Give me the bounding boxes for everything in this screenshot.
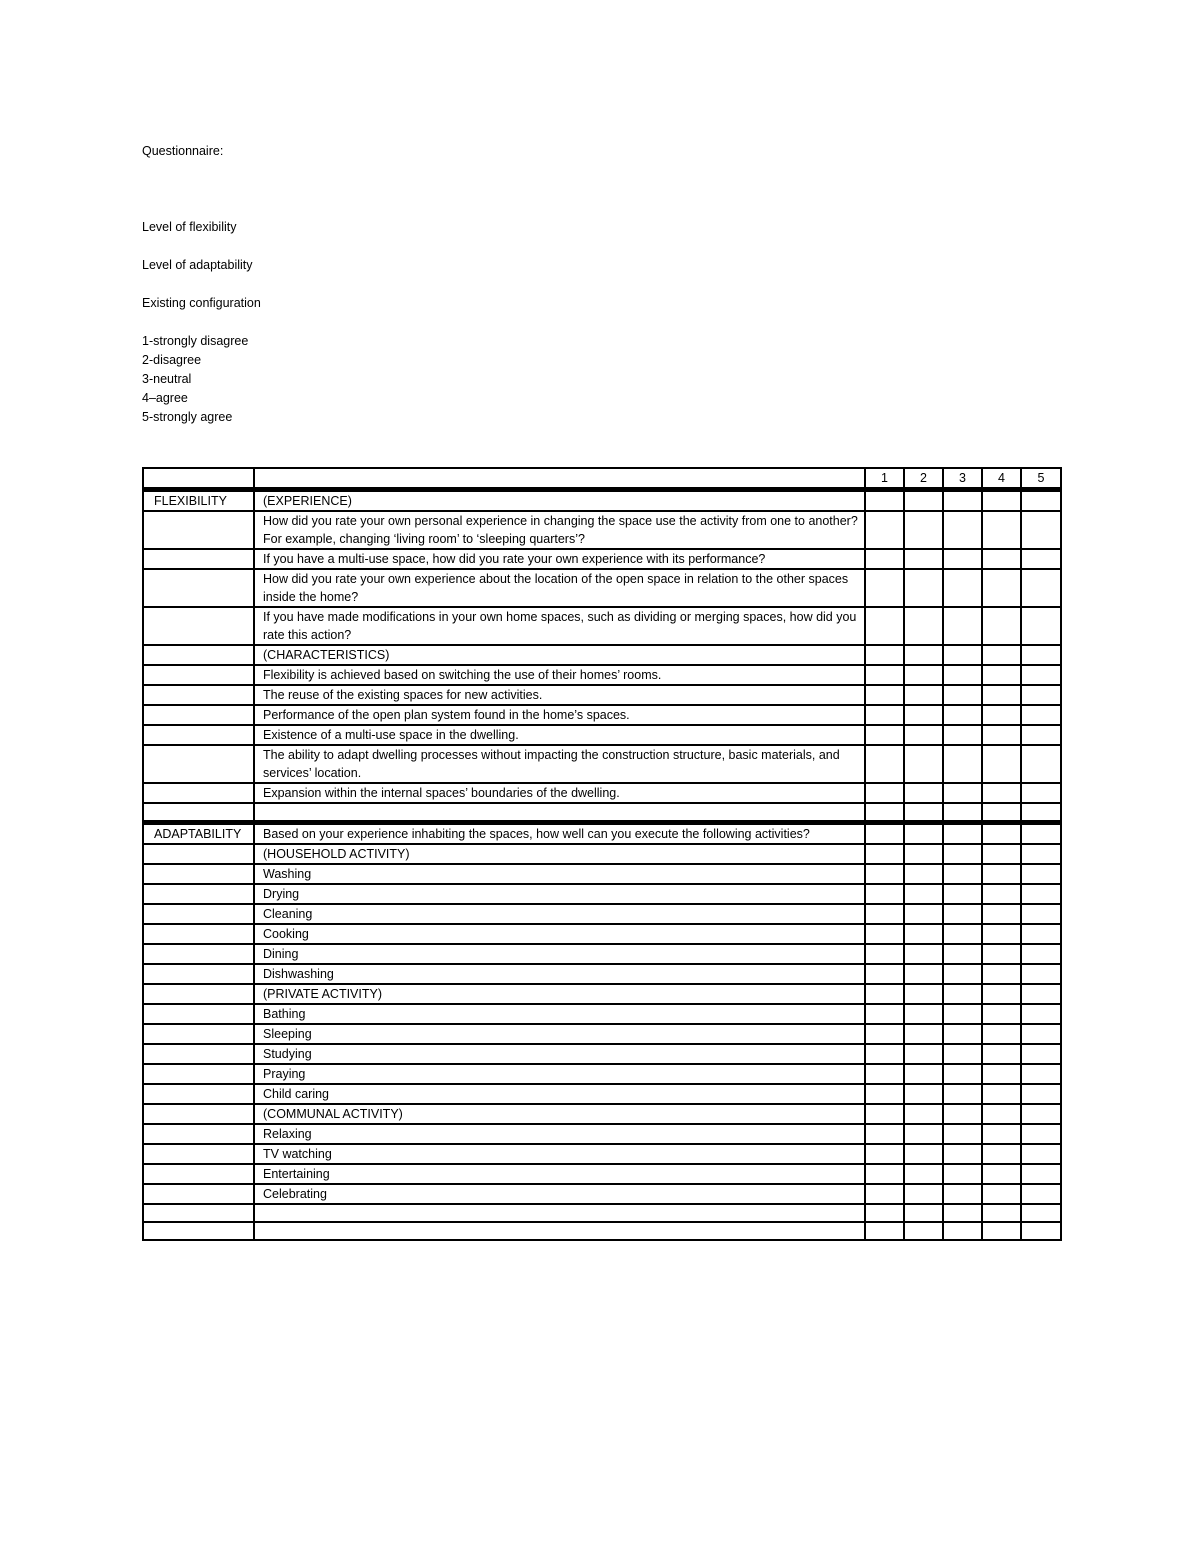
rating-cell-1[interactable] [865, 944, 904, 964]
rating-cell-2[interactable] [904, 904, 943, 924]
rating-cell-5[interactable] [1021, 924, 1061, 944]
rating-cell-4[interactable] [982, 944, 1021, 964]
section-empty-cell [143, 944, 254, 964]
rating-cell-1[interactable] [865, 549, 904, 569]
rating-cell-1[interactable] [865, 1064, 904, 1084]
rating-cell-3[interactable] [943, 1084, 982, 1104]
rating-cell-5[interactable] [1021, 884, 1061, 904]
rating-cell-5[interactable] [1021, 1044, 1061, 1064]
question-text: Dining [254, 944, 865, 964]
flexibility-question-row [143, 725, 1061, 745]
rating-cell-1[interactable] [865, 1124, 904, 1144]
adaptability-question-row [143, 884, 1061, 904]
rating-cell-4[interactable] [982, 1084, 1021, 1104]
flexibility-question-row [143, 685, 1061, 705]
rating-cell-3[interactable] [943, 1184, 982, 1204]
adaptability-question-row [143, 1104, 1061, 1124]
section-empty-cell [143, 864, 254, 884]
rating-cell-4[interactable] [982, 844, 1021, 864]
question-text: How did you rate your own personal experience in changing the space use the activity from one to another? For example, changing ‘living room’ to ‘sleeping quarters’? [254, 511, 865, 549]
rating-cell-4[interactable] [982, 1024, 1021, 1044]
flexibility-question-row [143, 783, 1061, 803]
adaptability-question-row [143, 1084, 1061, 1104]
rating-cell-3[interactable] [943, 1004, 982, 1024]
scale-header-4: 4 [982, 468, 1021, 490]
rating-cell-1[interactable] [865, 607, 904, 645]
rating-cell-5[interactable] [1021, 1064, 1061, 1084]
question-text: Washing [254, 864, 865, 884]
rating-cell-4[interactable] [982, 685, 1021, 705]
question-text: Cooking [254, 924, 865, 944]
question-text: Bathing [254, 1004, 865, 1024]
rating-cell-2[interactable] [904, 607, 943, 645]
rating-cell-4[interactable] [982, 884, 1021, 904]
scale-item: 4–agree [142, 391, 188, 405]
rating-cell-2[interactable] [904, 1084, 943, 1104]
rating-cell-3[interactable] [943, 984, 982, 1004]
question-text: If you have made modifications in your own home spaces, such as dividing or merging spaces, how did you rate this action? [254, 607, 865, 645]
question-text: TV watching [254, 1144, 865, 1164]
rating-cell-4[interactable] [982, 745, 1021, 783]
question-text [254, 1222, 865, 1240]
rating-cell-3[interactable] [943, 665, 982, 685]
section-empty-cell [143, 844, 254, 864]
rating-cell-1[interactable] [865, 984, 904, 1004]
rating-cell-5[interactable] [1021, 1184, 1061, 1204]
section-empty-cell [143, 685, 254, 705]
question-text: Performance of the open plan system found in the home’s spaces. [254, 705, 865, 725]
rating-cell-3[interactable] [943, 607, 982, 645]
section-empty-cell [143, 1144, 254, 1164]
question-text: Expansion within the internal spaces’ boundaries of the dwelling. [254, 783, 865, 803]
question-text: (PRIVATE ACTIVITY) [254, 984, 865, 1004]
rating-cell-2[interactable] [904, 645, 943, 665]
rating-cell-4[interactable] [982, 924, 1021, 944]
section-empty-cell [143, 1184, 254, 1204]
section-empty-cell [143, 1004, 254, 1024]
flexibility-question-row [143, 511, 1061, 549]
rating-cell-4[interactable] [982, 1184, 1021, 1204]
rating-cell-4[interactable] [982, 1144, 1021, 1164]
rating-cell-5[interactable] [1021, 984, 1061, 1004]
section-empty-cell [143, 1164, 254, 1184]
rating-cell-3[interactable] [943, 964, 982, 984]
rating-cell-2[interactable] [904, 665, 943, 685]
rating-cell-3[interactable] [943, 490, 982, 512]
section-empty-cell [143, 1064, 254, 1084]
rating-cell-1[interactable] [865, 1222, 904, 1240]
scale-header-1: 1 [865, 468, 904, 490]
rating-cell-5[interactable] [1021, 665, 1061, 685]
rating-cell-2[interactable] [904, 823, 943, 845]
rating-cell-3[interactable] [943, 705, 982, 725]
scale-item: 5-strongly agree [142, 410, 233, 424]
rating-cell-3[interactable] [943, 884, 982, 904]
scale-item: 3-neutral [142, 372, 192, 386]
rating-cell-1[interactable] [865, 1084, 904, 1104]
question-text: Child caring [254, 1084, 865, 1104]
rating-cell-4[interactable] [982, 1004, 1021, 1024]
rating-cell-4[interactable] [982, 645, 1021, 665]
rating-cell-3[interactable] [943, 725, 982, 745]
question-text: Drying [254, 884, 865, 904]
rating-cell-1[interactable] [865, 705, 904, 725]
section-empty-cell [143, 607, 254, 645]
rating-cell-2[interactable] [904, 783, 943, 803]
question-text: If you have a multi-use space, how did you rate your own experience with its performance? [254, 549, 865, 569]
flexibility-question-row [143, 549, 1061, 569]
rating-cell-3[interactable] [943, 1144, 982, 1164]
rating-cell-2[interactable] [904, 705, 943, 725]
rating-cell-5[interactable] [1021, 1104, 1061, 1124]
section-empty-cell [143, 1044, 254, 1064]
section-empty-cell [143, 904, 254, 924]
rating-cell-5[interactable] [1021, 1222, 1061, 1240]
rating-cell-5[interactable] [1021, 1204, 1061, 1222]
section-empty-cell [143, 511, 254, 549]
rating-cell-2[interactable] [904, 864, 943, 884]
rating-cell-1[interactable] [865, 1184, 904, 1204]
question-text: Celebrating [254, 1184, 865, 1204]
rating-cell-3[interactable] [943, 924, 982, 944]
rating-cell-2[interactable] [904, 725, 943, 745]
question-text: Praying [254, 1064, 865, 1084]
section-empty-cell [143, 1104, 254, 1124]
rating-cell-4[interactable] [982, 803, 1021, 823]
section-empty-cell [143, 964, 254, 984]
rating-cell-1[interactable] [865, 665, 904, 685]
section-empty-cell [143, 1204, 254, 1222]
adaptability-question-row [143, 844, 1061, 864]
section-empty-cell [143, 725, 254, 745]
rating-cell-1[interactable] [865, 803, 904, 823]
rating-cell-5[interactable] [1021, 783, 1061, 803]
question-text: Based on your experience inhabiting the spaces, how well can you execute the following activities? [254, 823, 865, 845]
rating-cell-5[interactable] [1021, 569, 1061, 607]
rating-cell-4[interactable] [982, 607, 1021, 645]
section-empty-cell [143, 665, 254, 685]
rating-cell-5[interactable] [1021, 607, 1061, 645]
section-empty-cell [143, 884, 254, 904]
rating-cell-3[interactable] [943, 1064, 982, 1084]
rating-cell-2[interactable] [904, 944, 943, 964]
rating-cell-1[interactable] [865, 725, 904, 745]
rating-cell-2[interactable] [904, 1024, 943, 1044]
rating-cell-1[interactable] [865, 685, 904, 705]
rating-cell-4[interactable] [982, 964, 1021, 984]
rating-cell-1[interactable] [865, 1164, 904, 1184]
rating-cell-5[interactable] [1021, 1004, 1061, 1024]
section-empty-cell [143, 1024, 254, 1044]
adaptability-section-label: ADAPTABILITY [143, 823, 254, 845]
questionnaire-table [142, 467, 1062, 1241]
rating-cell-5[interactable] [1021, 904, 1061, 924]
adaptability-question-row [143, 944, 1061, 964]
rating-cell-5[interactable] [1021, 1084, 1061, 1104]
rating-cell-2[interactable] [904, 490, 943, 512]
rating-cell-1[interactable] [865, 864, 904, 884]
question-text: Cleaning [254, 904, 865, 924]
section-empty-cell [143, 645, 254, 665]
section-empty-cell [143, 569, 254, 607]
header-row [143, 468, 1061, 490]
rating-cell-1[interactable] [865, 1104, 904, 1124]
rating-cell-3[interactable] [943, 803, 982, 823]
rating-cell-5[interactable] [1021, 1124, 1061, 1144]
rating-cell-1[interactable] [865, 1024, 904, 1044]
rating-cell-2[interactable] [904, 964, 943, 984]
rating-cell-5[interactable] [1021, 549, 1061, 569]
rating-cell-1[interactable] [865, 924, 904, 944]
question-text: The ability to adapt dwelling processes without impacting the construction structure, basic materials, and services’ location. [254, 745, 865, 783]
scale-header-5: 5 [1021, 468, 1061, 490]
rating-cell-4[interactable] [982, 1064, 1021, 1084]
section-empty-cell [143, 803, 254, 823]
adaptability-question-row [143, 1222, 1061, 1240]
rating-cell-4[interactable] [982, 1164, 1021, 1184]
rating-cell-2[interactable] [904, 745, 943, 783]
question-text: How did you rate your own experience about the location of the open space in relation to the other spaces inside the home? [254, 569, 865, 607]
rating-cell-3[interactable] [943, 944, 982, 964]
rating-cell-4[interactable] [982, 864, 1021, 884]
rating-cell-2[interactable] [904, 984, 943, 1004]
rating-cell-3[interactable] [943, 685, 982, 705]
rating-cell-4[interactable] [982, 725, 1021, 745]
header-empty-cell [143, 468, 254, 490]
rating-cell-2[interactable] [904, 1204, 943, 1222]
rating-cell-2[interactable] [904, 844, 943, 864]
rating-cell-1[interactable] [865, 511, 904, 549]
rating-cell-5[interactable] [1021, 964, 1061, 984]
question-text: Sleeping [254, 1024, 865, 1044]
rating-cell-1[interactable] [865, 1204, 904, 1222]
rating-cell-2[interactable] [904, 1104, 943, 1124]
rating-cell-4[interactable] [982, 904, 1021, 924]
section-empty-cell [143, 705, 254, 725]
rating-cell-1[interactable] [865, 1004, 904, 1024]
adaptability-question-row [143, 1004, 1061, 1024]
rating-cell-1[interactable] [865, 645, 904, 665]
rating-cell-2[interactable] [904, 1184, 943, 1204]
section-empty-cell [143, 1084, 254, 1104]
rating-cell-1[interactable] [865, 745, 904, 783]
flexibility-question-row [143, 645, 1061, 665]
document-title: Questionnaire: [142, 144, 224, 158]
rating-cell-5[interactable] [1021, 1024, 1061, 1044]
rating-cell-3[interactable] [943, 1024, 982, 1044]
rating-cell-3[interactable] [943, 511, 982, 549]
rating-cell-3[interactable] [943, 1044, 982, 1064]
rating-cell-5[interactable] [1021, 1164, 1061, 1184]
rating-cell-4[interactable] [982, 1044, 1021, 1064]
adaptability-question-row [143, 1184, 1061, 1204]
section-empty-cell [143, 924, 254, 944]
rating-cell-1[interactable] [865, 1044, 904, 1064]
adaptability-question-row [143, 823, 1061, 845]
flexibility-question-row [143, 665, 1061, 685]
flexibility-question-row [143, 705, 1061, 725]
rating-cell-5[interactable] [1021, 1144, 1061, 1164]
rating-cell-1[interactable] [865, 783, 904, 803]
rating-cell-5[interactable] [1021, 511, 1061, 549]
rating-cell-2[interactable] [904, 1144, 943, 1164]
rating-cell-3[interactable] [943, 1222, 982, 1240]
rating-cell-2[interactable] [904, 685, 943, 705]
rating-cell-5[interactable] [1021, 844, 1061, 864]
question-text: The reuse of the existing spaces for new activities. [254, 685, 865, 705]
question-text: (EXPERIENCE) [254, 490, 865, 512]
rating-cell-3[interactable] [943, 1104, 982, 1124]
rating-cell-2[interactable] [904, 1064, 943, 1084]
rating-cell-5[interactable] [1021, 745, 1061, 783]
scale-header-3: 3 [943, 468, 982, 490]
rating-cell-4[interactable] [982, 823, 1021, 845]
rating-cell-4[interactable] [982, 1104, 1021, 1124]
rating-cell-3[interactable] [943, 864, 982, 884]
rating-cell-2[interactable] [904, 549, 943, 569]
rating-cell-1[interactable] [865, 844, 904, 864]
rating-cell-4[interactable] [982, 665, 1021, 685]
flexibility-question-row [143, 803, 1061, 823]
rating-cell-3[interactable] [943, 1204, 982, 1222]
adaptability-question-row [143, 904, 1061, 924]
rating-cell-5[interactable] [1021, 725, 1061, 745]
adaptability-question-row [143, 864, 1061, 884]
rating-cell-1[interactable] [865, 1144, 904, 1164]
question-text: (HOUSEHOLD ACTIVITY) [254, 844, 865, 864]
flexibility-question-row [143, 569, 1061, 607]
adaptability-question-row [143, 1044, 1061, 1064]
rating-cell-5[interactable] [1021, 864, 1061, 884]
rating-cell-1[interactable] [865, 569, 904, 607]
rating-cell-3[interactable] [943, 783, 982, 803]
rating-cell-2[interactable] [904, 884, 943, 904]
question-text: (CHARACTERISTICS) [254, 645, 865, 665]
rating-cell-2[interactable] [904, 924, 943, 944]
rating-cell-5[interactable] [1021, 803, 1061, 823]
existing-configuration: Existing configuration [142, 296, 261, 310]
adaptability-question-row [143, 1204, 1061, 1222]
rating-cell-5[interactable] [1021, 685, 1061, 705]
rating-cell-1[interactable] [865, 964, 904, 984]
rating-cell-5[interactable] [1021, 645, 1061, 665]
adaptability-question-row [143, 1144, 1061, 1164]
section-empty-cell [143, 1124, 254, 1144]
adaptability-question-row [143, 1024, 1061, 1044]
rating-cell-4[interactable] [982, 490, 1021, 512]
rating-cell-3[interactable] [943, 1124, 982, 1144]
rating-cell-2[interactable] [904, 1004, 943, 1024]
rating-cell-2[interactable] [904, 803, 943, 823]
question-text: Studying [254, 1044, 865, 1064]
rating-cell-3[interactable] [943, 904, 982, 924]
rating-cell-4[interactable] [982, 549, 1021, 569]
rating-cell-1[interactable] [865, 904, 904, 924]
rating-cell-4[interactable] [982, 984, 1021, 1004]
rating-cell-2[interactable] [904, 1222, 943, 1240]
section-empty-cell [143, 549, 254, 569]
adaptability-question-row [143, 984, 1061, 1004]
adaptability-question-row [143, 1124, 1061, 1144]
rating-cell-4[interactable] [982, 1222, 1021, 1240]
section-empty-cell [143, 745, 254, 783]
flexibility-section-label: FLEXIBILITY [143, 490, 254, 512]
question-text [254, 1204, 865, 1222]
flexibility-question-row [143, 745, 1061, 783]
scale-header-2: 2 [904, 468, 943, 490]
question-text: Dishwashing [254, 964, 865, 984]
rating-cell-2[interactable] [904, 511, 943, 549]
level-flexibility: Level of flexibility [142, 220, 237, 234]
intro-section [142, 142, 642, 427]
question-text: Flexibility is achieved based on switching the use of their homes’ rooms. [254, 665, 865, 685]
rating-cell-5[interactable] [1021, 705, 1061, 725]
level-adaptability: Level of adaptability [142, 258, 253, 272]
question-text: Existence of a multi-use space in the dwelling. [254, 725, 865, 745]
question-text: Entertaining [254, 1164, 865, 1184]
rating-cell-3[interactable] [943, 645, 982, 665]
rating-cell-1[interactable] [865, 823, 904, 845]
rating-cell-3[interactable] [943, 569, 982, 607]
rating-cell-5[interactable] [1021, 490, 1061, 512]
section-empty-cell [143, 984, 254, 1004]
rating-cell-1[interactable] [865, 490, 904, 512]
rating-cell-4[interactable] [982, 783, 1021, 803]
rating-cell-3[interactable] [943, 549, 982, 569]
adaptability-question-row [143, 924, 1061, 944]
rating-cell-4[interactable] [982, 705, 1021, 725]
header-empty-cell [254, 468, 865, 490]
rating-cell-4[interactable] [982, 1204, 1021, 1222]
question-text [254, 803, 865, 823]
rating-cell-1[interactable] [865, 884, 904, 904]
scale-item: 1-strongly disagree [142, 334, 249, 348]
rating-cell-4[interactable] [982, 511, 1021, 549]
rating-cell-2[interactable] [904, 569, 943, 607]
section-empty-cell [143, 783, 254, 803]
scale-item: 2-disagree [142, 353, 202, 367]
adaptability-question-row [143, 1064, 1061, 1084]
rating-cell-4[interactable] [982, 1124, 1021, 1144]
question-text: (COMMUNAL ACTIVITY) [254, 1104, 865, 1124]
section-empty-cell [143, 1222, 254, 1240]
rating-cell-2[interactable] [904, 1124, 943, 1144]
rating-cell-2[interactable] [904, 1044, 943, 1064]
rating-cell-5[interactable] [1021, 944, 1061, 964]
rating-cell-3[interactable] [943, 745, 982, 783]
flexibility-question-row [143, 607, 1061, 645]
rating-cell-4[interactable] [982, 569, 1021, 607]
adaptability-question-row [143, 964, 1061, 984]
rating-cell-5[interactable] [1021, 823, 1061, 845]
rating-cell-2[interactable] [904, 1164, 943, 1184]
rating-cell-3[interactable] [943, 844, 982, 864]
rating-cell-3[interactable] [943, 1164, 982, 1184]
question-text: Relaxing [254, 1124, 865, 1144]
adaptability-question-row [143, 1164, 1061, 1184]
flexibility-question-row [143, 490, 1061, 512]
rating-cell-3[interactable] [943, 823, 982, 845]
